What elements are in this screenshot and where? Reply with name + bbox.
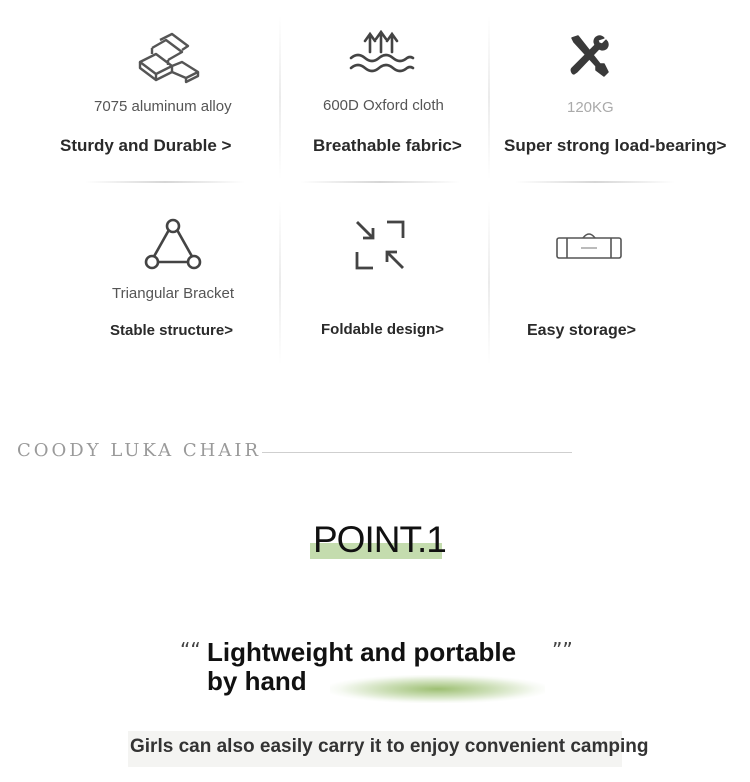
- feature-heading[interactable]: Easy storage>: [527, 322, 636, 339]
- storage-bag-icon: [555, 228, 623, 262]
- feature-heading[interactable]: Stable structure>: [110, 322, 233, 339]
- feature-heading[interactable]: Breathable fabric>: [313, 136, 462, 155]
- feature-heading[interactable]: Sturdy and Durable >: [60, 136, 232, 155]
- feature-heading[interactable]: Super strong load-bearing>: [504, 136, 727, 155]
- tagline: Girls can also easily carry it to enjoy convenient camping: [130, 736, 649, 757]
- feature-subtitle: Triangular Bracket: [112, 285, 234, 302]
- close-quote-icon: ””: [552, 638, 573, 662]
- divider-shadow: [85, 181, 245, 183]
- brand-name: COODY LUKA CHAIR: [17, 440, 262, 461]
- column-divider: [488, 200, 490, 365]
- column-divider: [488, 15, 490, 180]
- feature-subtitle: 600D Oxford cloth: [323, 97, 444, 114]
- triangle-bracket-icon: [144, 218, 202, 270]
- brand-divider: [262, 452, 572, 453]
- feature-subtitle: 120KG: [567, 99, 614, 116]
- column-divider: [279, 200, 281, 365]
- divider-shadow: [300, 181, 460, 183]
- fold-arrows-icon: [355, 220, 405, 270]
- column-divider: [279, 15, 281, 180]
- breathable-waves-icon: [348, 30, 416, 78]
- point-badge: [310, 519, 446, 560]
- section-headline: Lightweight and portable by hand: [207, 637, 517, 696]
- wrench-screwdriver-icon: [566, 34, 610, 78]
- open-quote-icon: ““: [180, 638, 201, 662]
- divider-shadow: [515, 181, 675, 183]
- point-label: POINT.1: [313, 519, 446, 560]
- feature-subtitle: 7075 aluminum alloy: [94, 98, 232, 115]
- aluminum-bars-icon: [136, 32, 202, 84]
- feature-heading[interactable]: Foldable design>: [321, 321, 444, 338]
